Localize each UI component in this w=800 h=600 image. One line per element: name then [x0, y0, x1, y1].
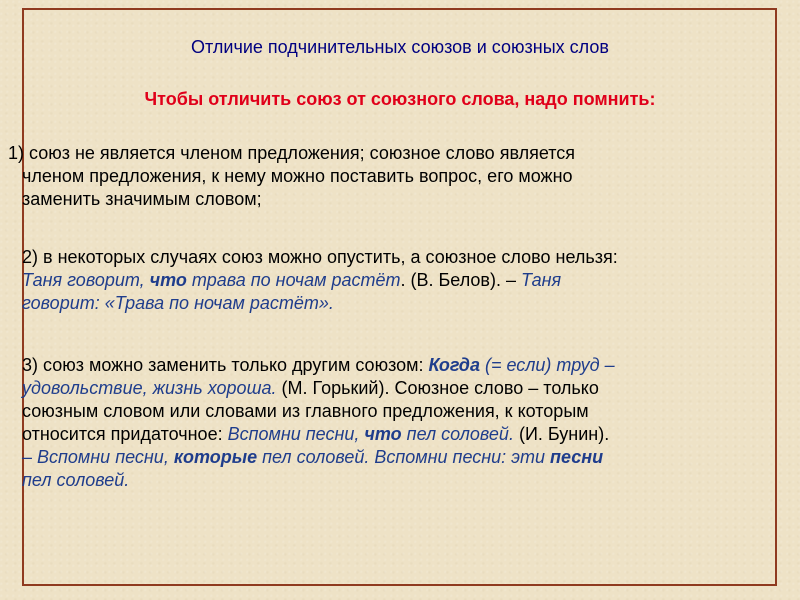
- rule-2-line-1: 2) в некоторых случаях союз можно опустить, а союзное слово нельзя:: [22, 247, 618, 267]
- example-keyword: песни: [550, 447, 604, 467]
- example-text: Таня: [520, 270, 562, 290]
- example-text: удовольствие, жизнь хороша.: [22, 378, 277, 398]
- rule-3-line-2: [22, 377, 777, 400]
- example-text: пел соловей.: [401, 424, 514, 444]
- rule-3-line-1: [22, 354, 777, 377]
- example-text: трава по ночам растёт: [186, 270, 401, 290]
- example-source: (И. Бунин).: [513, 424, 610, 444]
- example-source: (М. Горький). Союзное слово – только: [276, 378, 599, 398]
- rule-3-text: относится придаточное:: [22, 424, 228, 444]
- rule-3-line-4: [22, 423, 777, 446]
- rule-1-line-2: членом предложения, к нему можно поставить вопрос, его можно: [22, 166, 573, 186]
- rule-2-line-2: [22, 269, 777, 292]
- example-text: пел соловей. Вспомни песни: эти: [257, 447, 551, 467]
- rule-3-line-6: пел соловей.: [22, 470, 130, 490]
- example-text: – Вспомни песни,: [22, 447, 174, 467]
- rule-3-line-3: союзным словом или словами из главного предложения, к которым: [22, 401, 589, 421]
- rule-2-line-3: говорит: «Трава по ночам растёт».: [22, 293, 334, 313]
- rule-3: [22, 354, 777, 492]
- example-text: Таня говорит,: [22, 270, 150, 290]
- example-text: Вспомни песни,: [227, 424, 365, 444]
- example-keyword: которые: [173, 447, 258, 467]
- example-keyword: что: [149, 270, 187, 290]
- slide-title: Отличие подчинительных союзов и союзных слов: [191, 37, 609, 57]
- example-keyword: что: [364, 424, 402, 444]
- example-text: (= если) труд –: [479, 355, 615, 375]
- slide-subtitle: Чтобы отличить союз от союзного слова, надо помнить:: [144, 89, 656, 109]
- example-keyword: Когда: [428, 355, 480, 375]
- rule-1: [8, 142, 748, 211]
- rule-1-line-1: 1) союз не является членом предложения; союзное слово является: [8, 143, 576, 163]
- rule-3-line-5: [22, 446, 777, 469]
- rule-2: [22, 246, 777, 315]
- example-source: . (В. Белов). –: [400, 270, 521, 290]
- rule-1-line-3: заменить значимым словом;: [22, 189, 262, 209]
- rule-3-text: 3) союз можно заменить только другим союзом:: [22, 355, 429, 375]
